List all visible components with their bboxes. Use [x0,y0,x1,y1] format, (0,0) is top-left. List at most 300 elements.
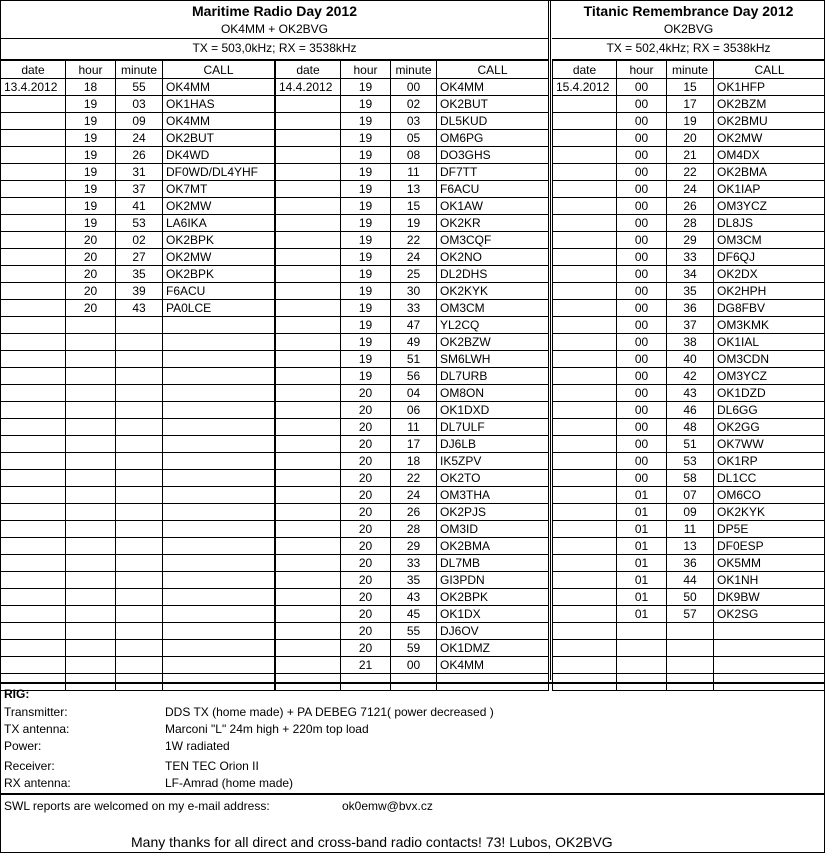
col-date: date [1,61,66,79]
rig-label-tx-antenna: TX antenna: [4,722,69,736]
log-row [276,470,549,487]
log-minute: 43 [391,589,437,606]
log-hour: 20 [341,606,391,623]
log-row [1,470,275,487]
log-minute: 36 [667,300,714,317]
log-row [1,521,275,538]
log-date: 14.4.2012 [276,79,341,96]
log-minute: 48 [667,419,714,436]
rig-label-power: Power: [4,739,41,753]
log-row [553,640,825,657]
log-hour: 19 [341,113,391,130]
log-date [1,453,66,470]
log-minute [116,317,163,334]
log-row [553,130,825,147]
log-hour: 00 [617,79,667,96]
log-call: OK2MW [163,198,275,215]
log-hour [66,640,116,657]
col-call: CALL [437,61,549,79]
log-row [276,181,549,198]
log-date [1,368,66,385]
log-hour [66,623,116,640]
titanic-stations: OK2BVG [552,22,825,36]
col-minute: minute [667,61,714,79]
log-row [276,79,549,96]
log-hour: 00 [617,300,667,317]
log-date [276,232,341,249]
log-hour: 00 [617,96,667,113]
log-minute: 15 [667,79,714,96]
log-minute [116,657,163,674]
log-hour [617,657,667,674]
log-call: OK2DX [714,266,825,283]
log-call: OK2BPK [163,232,275,249]
log-row [553,96,825,113]
log-date [1,436,66,453]
log-call: OK1AW [437,198,549,215]
log-date [1,470,66,487]
log-call: OM3CQF [437,232,549,249]
log-date [1,96,66,113]
log-minute: 41 [116,198,163,215]
log-row [1,402,275,419]
log-hour: 20 [341,640,391,657]
log-hour [66,521,116,538]
log-minute: 11 [391,419,437,436]
log-minute: 00 [391,657,437,674]
log-row [1,606,275,623]
log-call: OK1DMZ [437,640,549,657]
log-date [1,181,66,198]
col-minute: minute [391,61,437,79]
log-call: OK1DZD [714,385,825,402]
log-call [163,555,275,572]
log-minute: 38 [667,334,714,351]
log-row [276,657,549,674]
log-hour: 00 [617,351,667,368]
log-date [553,266,617,283]
log-date [553,640,617,657]
log-minute [116,623,163,640]
log-hour: 00 [617,181,667,198]
log-row [553,317,825,334]
log-hour [66,436,116,453]
log-row [276,623,549,640]
log-minute: 27 [116,249,163,266]
log-date [1,402,66,419]
log-date [1,487,66,504]
log-row [276,640,549,657]
log-row [1,640,275,657]
log-minute: 29 [667,232,714,249]
log-call: OK2BZM [714,96,825,113]
log-date [1,640,66,657]
log-minute: 57 [667,606,714,623]
log-row [553,147,825,164]
col-call: CALL [163,61,275,79]
log-date [276,96,341,113]
log-date [1,317,66,334]
log-date [553,130,617,147]
log-call: OM4DX [714,147,825,164]
log-minute: 22 [667,164,714,181]
log-hour: 19 [341,283,391,300]
log-minute: 53 [667,453,714,470]
log-hour: 20 [341,572,391,589]
log-row [553,521,825,538]
log-hour: 19 [341,266,391,283]
log-minute: 33 [667,249,714,266]
log-minute [116,436,163,453]
log-row [276,419,549,436]
log-date [276,317,341,334]
log-date [276,555,341,572]
log-date [553,181,617,198]
log-date [1,606,66,623]
log-minute [116,487,163,504]
log-call: DF6QJ [714,249,825,266]
log-row [276,351,549,368]
log-call: OK4MM [437,657,549,674]
log-minute: 39 [116,283,163,300]
log-hour: 00 [617,215,667,232]
log-call: DJ6OV [437,623,549,640]
col-hour: hour [617,61,667,79]
log-hour: 01 [617,504,667,521]
log-hour: 19 [341,351,391,368]
log-call: DL6GG [714,402,825,419]
log-row [553,198,825,215]
log-minute: 26 [116,147,163,164]
log-date [553,419,617,436]
maritime-title: Maritime Radio Day 2012 [0,3,549,19]
log-row [553,657,825,674]
log-call: OK2GG [714,419,825,436]
log-minute: 24 [667,181,714,198]
titanic-title: Titanic Remembrance Day 2012 [552,3,825,19]
log-row [1,147,275,164]
log-row [276,368,549,385]
log-row [1,385,275,402]
log-date [276,266,341,283]
log-minute: 22 [391,470,437,487]
log-hour: 00 [617,130,667,147]
log-minute: 18 [391,453,437,470]
log-date [1,623,66,640]
log-call: OK4MM [163,113,275,130]
log-hour: 19 [341,147,391,164]
log-minute: 34 [667,266,714,283]
log-row [1,453,275,470]
log-date [276,419,341,436]
log-minute: 31 [116,164,163,181]
log-hour: 00 [617,470,667,487]
log-hour: 19 [341,334,391,351]
log-hour [66,317,116,334]
log-row [276,96,549,113]
log-row [553,283,825,300]
log-call: LA6IKA [163,215,275,232]
log-hour: 01 [617,589,667,606]
log-minute: 13 [667,538,714,555]
log-hour: 00 [617,402,667,419]
log-minute: 17 [667,96,714,113]
log-minute [116,351,163,368]
log-call [163,419,275,436]
log-date [1,385,66,402]
log-date [553,436,617,453]
log-date [1,130,66,147]
log-call: DK9BW [714,589,825,606]
log-call: DG8FBV [714,300,825,317]
log-hour: 20 [341,487,391,504]
log-hour: 19 [341,181,391,198]
log-call [163,640,275,657]
log-call: DF0WD/DL4YHF [163,164,275,181]
log-date [553,623,617,640]
log-call: DL1CC [714,470,825,487]
log-date [553,606,617,623]
log-date [276,589,341,606]
log-row [553,453,825,470]
log-row [1,572,275,589]
log-call: DL5KUD [437,113,549,130]
log-call [163,606,275,623]
log-date [1,249,66,266]
log-minute: 46 [667,402,714,419]
log-row [553,181,825,198]
log-call: OK1HAS [163,96,275,113]
log-row [276,198,549,215]
rig-label-transmitter: Transmitter: [4,705,68,719]
log-date [1,589,66,606]
log-row [276,385,549,402]
rig-section [0,682,825,794]
log-call [163,385,275,402]
log-date [276,300,341,317]
log-hour: 20 [66,266,116,283]
log-hour: 20 [341,504,391,521]
log-call [163,572,275,589]
log-minute: 43 [116,300,163,317]
log-row [553,368,825,385]
log-date [553,657,617,674]
log-call: OK2HPH [714,283,825,300]
swl-email[interactable]: ok0emw@bvx.cz [342,799,433,813]
log-row [1,215,275,232]
log-hour: 00 [617,249,667,266]
log-minute: 59 [391,640,437,657]
log-row [553,79,825,96]
log-date [276,164,341,181]
log-date [276,504,341,521]
log-row [276,538,549,555]
log-date [553,334,617,351]
log-hour: 01 [617,521,667,538]
log-hour [66,402,116,419]
log-row [553,419,825,436]
log-hour [66,538,116,555]
log-hour: 20 [66,249,116,266]
log-date [1,351,66,368]
log-minute [667,623,714,640]
log-minute: 04 [391,385,437,402]
log-hour: 00 [617,147,667,164]
log-minute: 49 [391,334,437,351]
log-date [276,283,341,300]
log-row [1,113,275,130]
log-call [163,657,275,674]
log-hour: 19 [66,147,116,164]
log-row [553,232,825,249]
maritime-frequency: TX = 503,0kHz; RX = 3538kHz [0,38,549,58]
log-minute: 51 [391,351,437,368]
log-hour: 00 [617,198,667,215]
log-hour: 01 [617,572,667,589]
log-row [1,164,275,181]
log-row [553,215,825,232]
log-row [276,555,549,572]
log-date [553,198,617,215]
log-date [276,113,341,130]
log-row [276,334,549,351]
log-minute: 21 [667,147,714,164]
log-date [553,300,617,317]
maritime-header [0,0,549,61]
log-hour: 19 [66,113,116,130]
log-call: OK1DX [437,606,549,623]
log-call: DK4WD [163,147,275,164]
log-hour [66,368,116,385]
log-call: OK2BPK [437,589,549,606]
log-row [553,538,825,555]
log-hour: 00 [617,419,667,436]
log-hour: 19 [341,79,391,96]
log-call [163,470,275,487]
log-minute: 05 [391,130,437,147]
log-date [553,589,617,606]
log-row [1,198,275,215]
log-call [163,521,275,538]
log-header-row [1,61,275,79]
rig-heading: RIG: [4,687,29,701]
log-row [553,572,825,589]
log-call: OK1IAL [714,334,825,351]
log-date [553,504,617,521]
log-minute [116,555,163,572]
rig-value-rx-antenna: LF-Amrad (home made) [165,776,293,790]
log-row [276,589,549,606]
log-row [1,436,275,453]
rig-label-rx-antenna: RX antenna: [4,776,71,790]
log-row [1,266,275,283]
log-row [553,300,825,317]
log-minute: 06 [391,402,437,419]
log-date [276,521,341,538]
log-minute: 11 [391,164,437,181]
log-hour: 20 [341,470,391,487]
log-date [276,181,341,198]
log-minute [116,606,163,623]
col-minute: minute [116,61,163,79]
log-row [1,232,275,249]
log-minute: 33 [391,555,437,572]
log-call: OK2BUT [437,96,549,113]
log-hour: 19 [66,130,116,147]
log-hour: 00 [617,164,667,181]
log-minute [116,504,163,521]
log-minute: 09 [667,504,714,521]
log-date [276,623,341,640]
log-hour [66,470,116,487]
log-table-15-april [552,61,825,691]
log-date [553,164,617,181]
log-call [163,487,275,504]
log-hour: 20 [66,300,116,317]
log-date [276,640,341,657]
log-minute: 03 [391,113,437,130]
log-hour: 19 [341,198,391,215]
log-hour: 19 [341,164,391,181]
log-minute [116,385,163,402]
log-call [163,623,275,640]
log-row [1,538,275,555]
log-date [276,572,341,589]
log-call: OK7MT [163,181,275,198]
log-row [276,606,549,623]
log-date [553,368,617,385]
log-call: OK2BPK [163,266,275,283]
log-hour: 00 [617,232,667,249]
titanic-frequency: TX = 502,4kHz; RX = 3538kHz [552,38,825,58]
log-table-14-april [275,61,549,691]
log-minute: 13 [391,181,437,198]
log-minute: 36 [667,555,714,572]
col-date: date [276,61,341,79]
log-date [1,504,66,521]
log-date [276,385,341,402]
log-row [553,487,825,504]
log-minute: 35 [391,572,437,589]
log-hour [66,589,116,606]
log-row [276,130,549,147]
log-date [1,657,66,674]
log-hour: 21 [341,657,391,674]
log-hour: 19 [341,232,391,249]
log-date [276,606,341,623]
log-call: DL8JS [714,215,825,232]
thanks-message: Many thanks for all direct and cross-band radio contacts! 73! Lubos, OK2BVG [131,834,613,850]
log-date [276,351,341,368]
log-hour [617,640,667,657]
log-row [1,419,275,436]
log-hour: 19 [341,96,391,113]
log-row [553,470,825,487]
log-call: DL7MB [437,555,549,572]
log-minute: 11 [667,521,714,538]
log-hour: 01 [617,606,667,623]
log-minute: 17 [391,436,437,453]
col-date: date [553,61,617,79]
log-call [714,657,825,674]
log-row [276,572,549,589]
log-call: DL7ULF [437,419,549,436]
log-call: OM3ID [437,521,549,538]
log-row [276,521,549,538]
log-minute: 45 [391,606,437,623]
log-row [1,283,275,300]
log-call: SM6LWH [437,351,549,368]
